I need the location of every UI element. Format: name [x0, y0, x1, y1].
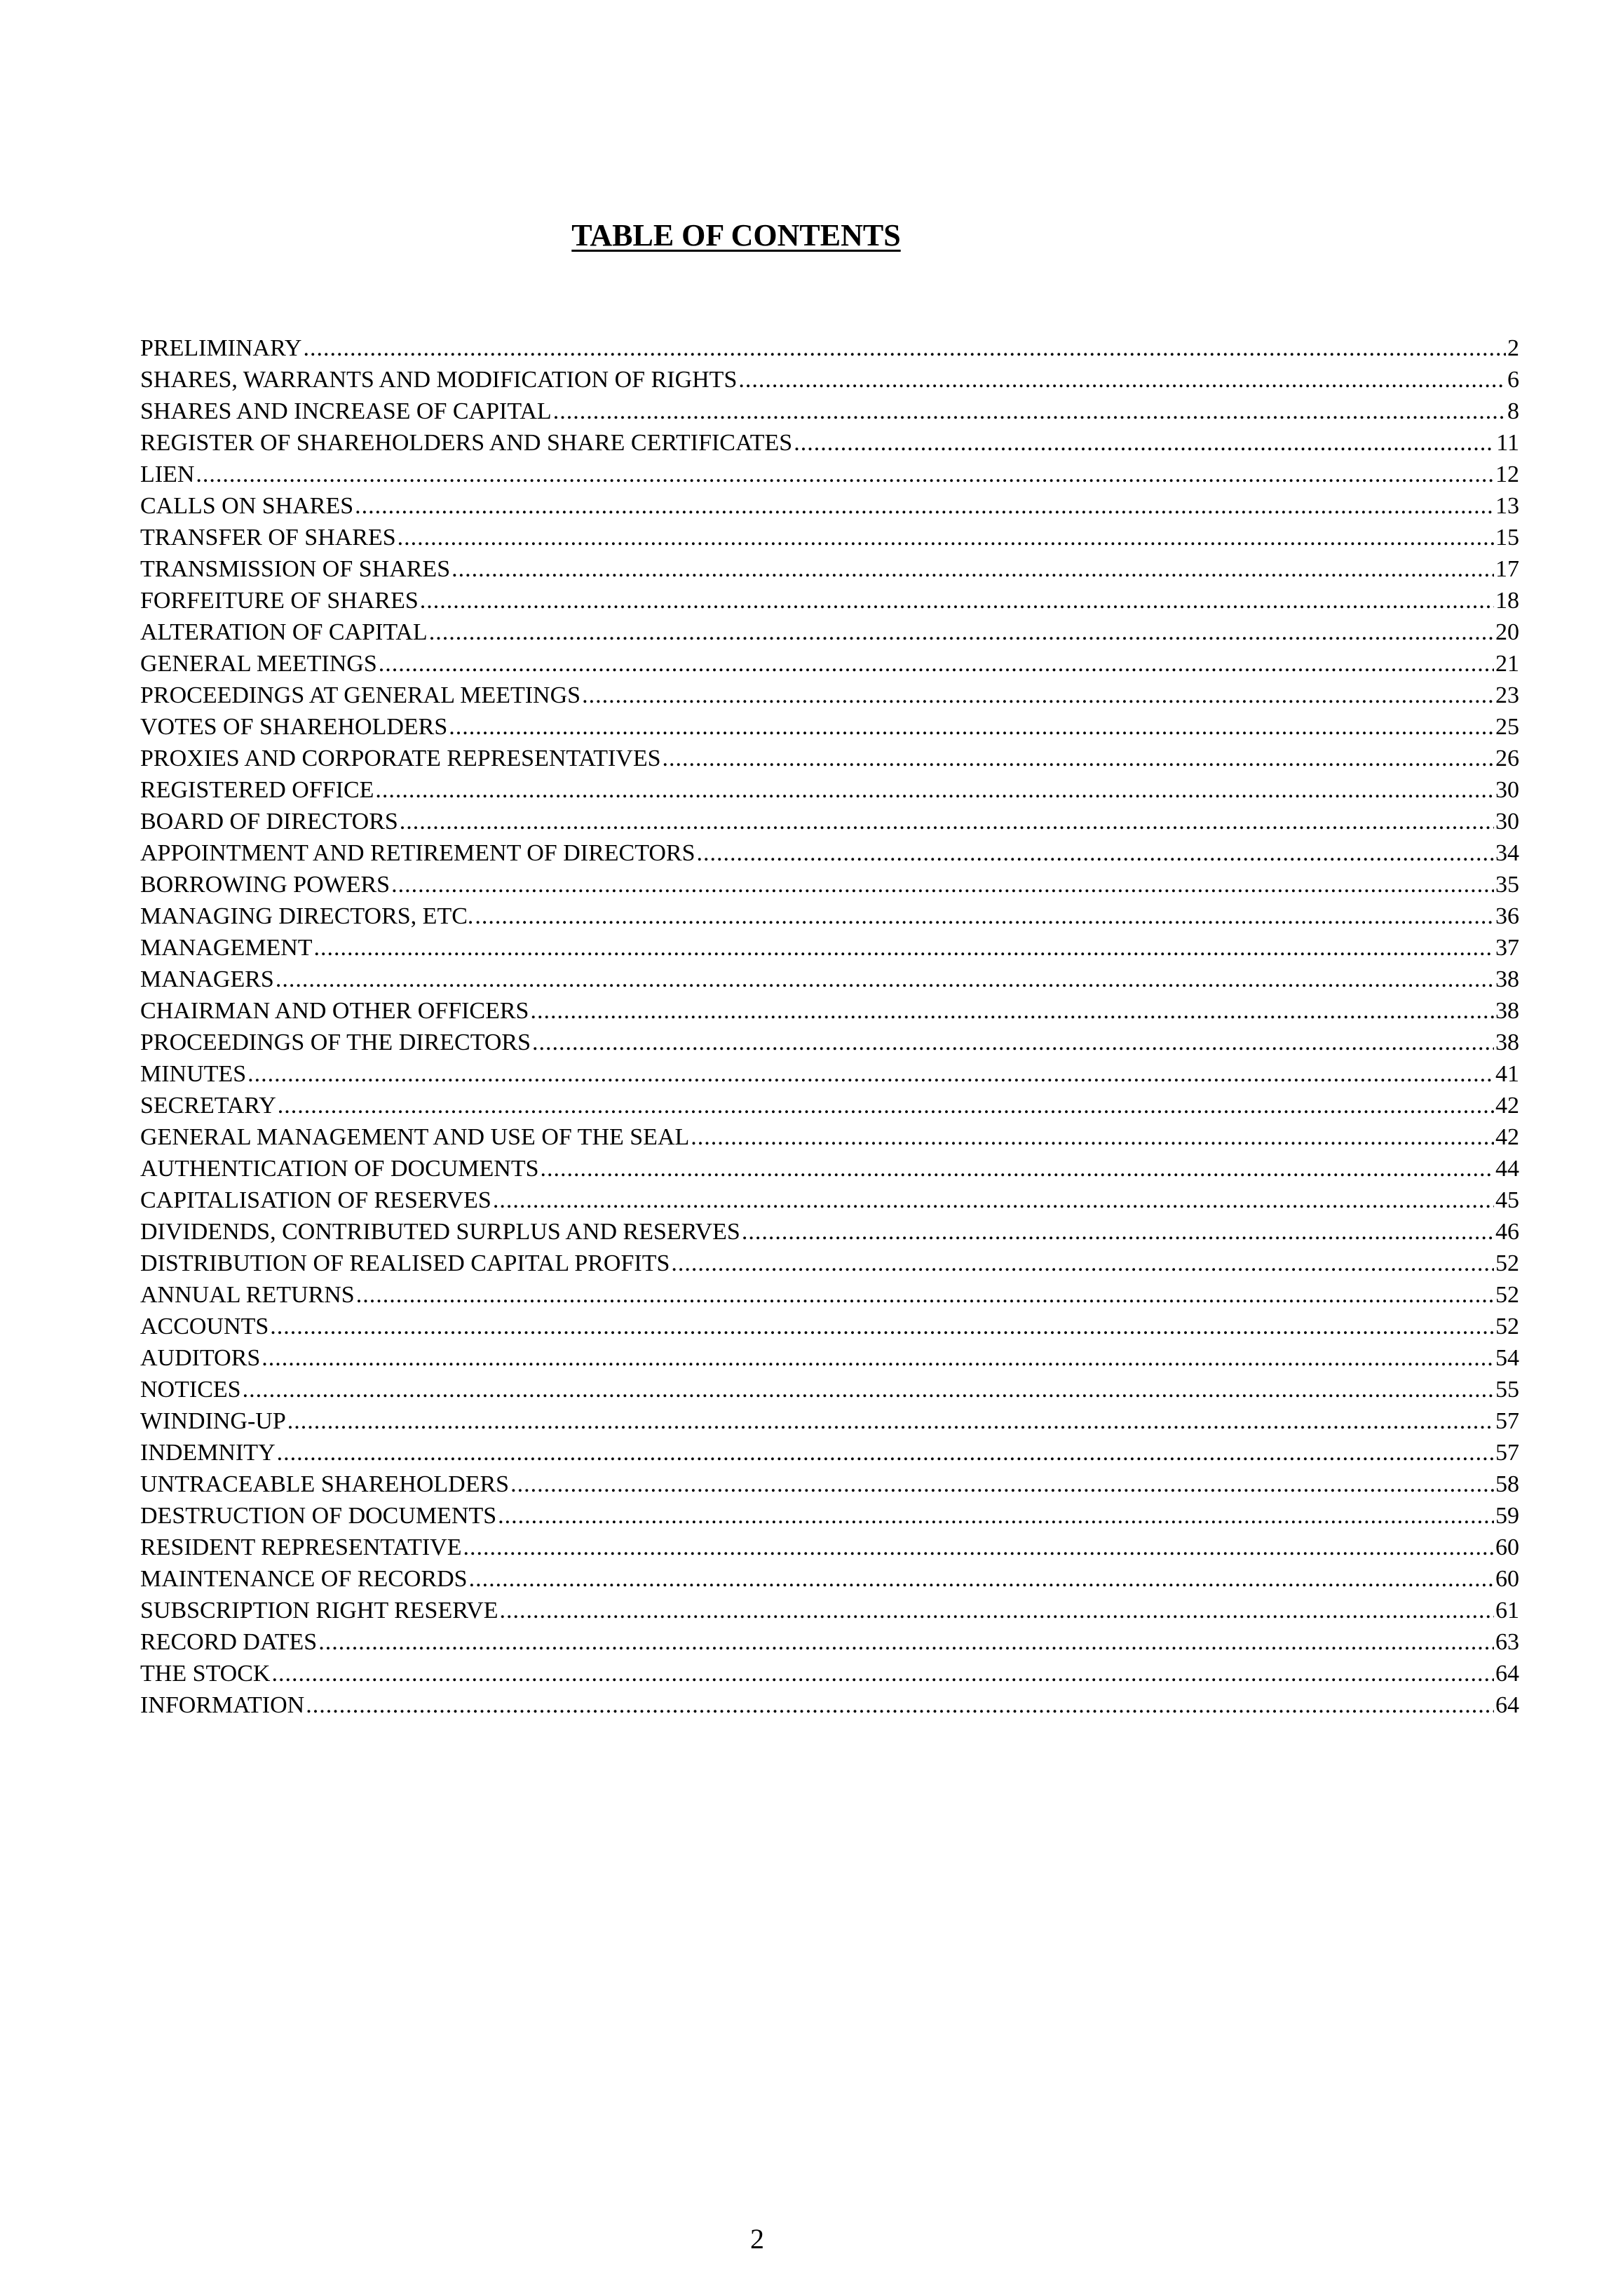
- toc-entry[interactable]: [140, 900, 1519, 932]
- toc-entry-label: APPOINTMENT AND RETIREMENT OF DIRECTORS: [140, 840, 695, 866]
- toc-entry-page: 37: [1495, 935, 1519, 961]
- toc-entry-label: SHARES AND INCREASE OF CAPITAL: [140, 398, 552, 424]
- toc-entry[interactable]: [140, 964, 1519, 995]
- toc-dot-leader: [398, 522, 1494, 553]
- toc-entry[interactable]: [140, 1153, 1519, 1184]
- toc-entry-page: 52: [1495, 1250, 1519, 1276]
- toc-entry[interactable]: [140, 396, 1519, 427]
- toc-entry[interactable]: [140, 680, 1519, 711]
- toc-entry-page: 63: [1495, 1629, 1519, 1655]
- toc-entry-page: 52: [1495, 1282, 1519, 1308]
- table-of-contents: [140, 332, 1519, 1721]
- toc-entry[interactable]: [140, 1437, 1519, 1468]
- toc-entry-label: PROXIES AND CORPORATE REPRESENTATIVES: [140, 745, 661, 771]
- page-title: TABLE OF CONTENTS: [571, 218, 901, 252]
- toc-entry[interactable]: [140, 711, 1519, 743]
- toc-entry[interactable]: [140, 364, 1519, 396]
- toc-entry[interactable]: [140, 1058, 1519, 1090]
- toc-entry-label: GENERAL MANAGEMENT AND USE OF THE SEAL: [140, 1124, 690, 1150]
- toc-entry-page: 55: [1495, 1377, 1519, 1403]
- toc-entry[interactable]: [140, 1626, 1519, 1658]
- toc-entry-label: LIEN: [140, 461, 195, 487]
- toc-dot-leader: [356, 1279, 1494, 1311]
- toc-entry[interactable]: [140, 1311, 1519, 1342]
- toc-entry-label: MINUTES: [140, 1061, 247, 1087]
- toc-entry-page: 42: [1495, 1093, 1519, 1119]
- toc-entry-page: 57: [1495, 1440, 1519, 1466]
- toc-dot-leader: [243, 1374, 1494, 1405]
- toc-entry-page: 34: [1495, 840, 1519, 866]
- toc-dot-leader: [451, 553, 1494, 585]
- toc-entry[interactable]: [140, 1563, 1519, 1595]
- toc-entry-page: 64: [1495, 1661, 1519, 1687]
- toc-entry-page: 36: [1495, 903, 1519, 929]
- toc-entry-label: INDEMNITY: [140, 1440, 276, 1466]
- toc-dot-leader: [475, 900, 1494, 932]
- toc-entry-page: 54: [1495, 1345, 1519, 1371]
- toc-dot-leader: [582, 680, 1494, 711]
- toc-entry-label: GENERAL MEETINGS: [140, 651, 377, 677]
- toc-entry[interactable]: [140, 1595, 1519, 1626]
- toc-dot-leader: [469, 1563, 1494, 1595]
- toc-entry[interactable]: [140, 869, 1519, 900]
- toc-entry[interactable]: [140, 427, 1519, 459]
- toc-entry-page: 13: [1495, 493, 1519, 519]
- toc-dot-leader: [429, 616, 1494, 648]
- toc-entry[interactable]: [140, 743, 1519, 774]
- toc-dot-leader: [196, 459, 1494, 490]
- toc-entry[interactable]: [140, 1500, 1519, 1532]
- toc-entry-label: RESIDENT REPRESENTATIVE: [140, 1534, 462, 1560]
- toc-dot-leader: [314, 932, 1494, 964]
- toc-entry-page: 61: [1495, 1598, 1519, 1623]
- toc-entry[interactable]: [140, 1689, 1519, 1721]
- toc-entry-page: 23: [1495, 682, 1519, 708]
- toc-entry-label: TRANSFER OF SHARES: [140, 525, 396, 551]
- toc-entry-label: SUBSCRIPTION RIGHT RESERVE: [140, 1598, 498, 1623]
- toc-entry[interactable]: [140, 648, 1519, 680]
- toc-entry-page: 15: [1495, 525, 1519, 551]
- toc-dot-leader: [697, 837, 1494, 869]
- toc-entry-page: 57: [1495, 1408, 1519, 1434]
- toc-entry-page: 52: [1495, 1314, 1519, 1339]
- toc-entry[interactable]: [140, 1248, 1519, 1279]
- toc-entry-page: 25: [1495, 714, 1519, 740]
- toc-entry-label: PROCEEDINGS AT GENERAL MEETINGS: [140, 682, 581, 708]
- toc-entry-page: 44: [1495, 1156, 1519, 1182]
- toc-entry-page: 6: [1507, 367, 1519, 393]
- toc-dot-leader: [355, 490, 1494, 522]
- toc-dot-leader: [375, 774, 1494, 806]
- toc-dot-leader: [303, 332, 1506, 364]
- toc-entry-label: NOTICES: [140, 1377, 241, 1403]
- toc-entry-page: 60: [1495, 1534, 1519, 1560]
- toc-entry-page: 45: [1495, 1187, 1519, 1213]
- toc-entry-page: 59: [1495, 1503, 1519, 1529]
- toc-entry-label: INFORMATION: [140, 1692, 305, 1718]
- toc-entry-label: MANAGERS: [140, 966, 274, 992]
- toc-entry[interactable]: [140, 1532, 1519, 1563]
- toc-entry-page: 12: [1495, 461, 1519, 487]
- toc-entry-page: 18: [1495, 588, 1519, 614]
- toc-entry[interactable]: [140, 1184, 1519, 1216]
- toc-entry-page: 8: [1507, 398, 1519, 424]
- toc-dot-leader: [420, 585, 1494, 616]
- toc-entry[interactable]: [140, 1279, 1519, 1311]
- toc-entry-label: BOARD OF DIRECTORS: [140, 809, 398, 835]
- toc-entry-page: 30: [1495, 809, 1519, 835]
- toc-entry-page: 26: [1495, 745, 1519, 771]
- toc-dot-leader: [318, 1626, 1494, 1658]
- toc-entry-label: RECORD DATES: [140, 1629, 318, 1655]
- toc-entry-label: FORFEITURE OF SHARES: [140, 588, 419, 614]
- toc-entry[interactable]: [140, 1658, 1519, 1689]
- toc-entry-page: 38: [1495, 998, 1519, 1024]
- toc-entry[interactable]: [140, 1090, 1519, 1121]
- toc-dot-leader: [663, 743, 1494, 774]
- toc-dot-leader: [500, 1595, 1495, 1626]
- toc-dot-leader: [532, 1027, 1494, 1058]
- toc-entry[interactable]: [140, 932, 1519, 964]
- toc-entry-page: 2: [1507, 335, 1519, 361]
- toc-entry[interactable]: [140, 553, 1519, 585]
- toc-entry-page: 38: [1495, 1029, 1519, 1055]
- toc-dot-leader: [287, 1405, 1494, 1437]
- page-number: 2: [750, 2223, 764, 2255]
- toc-entry-label: REGISTERED OFFICE: [140, 777, 374, 803]
- toc-dot-leader: [391, 869, 1494, 900]
- toc-entry-page: 11: [1496, 430, 1519, 456]
- toc-entry-label: MANAGING DIRECTORS, ETC.: [140, 903, 474, 929]
- toc-entry[interactable]: [140, 806, 1519, 837]
- toc-dot-leader: [277, 1437, 1494, 1468]
- toc-entry-label: MANAGEMENT: [140, 935, 313, 961]
- toc-entry[interactable]: [140, 837, 1519, 869]
- toc-entry-label: PRELIMINARY: [140, 335, 302, 361]
- toc-dot-leader: [671, 1248, 1494, 1279]
- toc-entry-label: WINDING-UP: [140, 1408, 286, 1434]
- toc-entry-page: 41: [1495, 1061, 1519, 1087]
- toc-entry-label: ALTERATION OF CAPITAL: [140, 619, 428, 645]
- toc-dot-leader: [738, 364, 1506, 396]
- toc-entry[interactable]: [140, 1405, 1519, 1437]
- toc-entry-page: 38: [1495, 966, 1519, 992]
- toc-dot-leader: [306, 1689, 1494, 1721]
- toc-entry-label: REGISTER OF SHAREHOLDERS AND SHARE CERTIFICATES: [140, 430, 793, 456]
- toc-entry-page: 64: [1495, 1692, 1519, 1718]
- toc-entry-label: SHARES, WARRANTS AND MODIFICATION OF RIGHTS: [140, 367, 738, 393]
- toc-entry[interactable]: [140, 1374, 1519, 1405]
- toc-entry-page: 35: [1495, 872, 1519, 898]
- toc-dot-leader: [742, 1216, 1494, 1248]
- toc-entry[interactable]: [140, 522, 1519, 553]
- toc-dot-leader: [493, 1184, 1494, 1216]
- toc-entry-label: SECRETARY: [140, 1093, 276, 1119]
- toc-entry-label: ACCOUNTS: [140, 1314, 269, 1339]
- toc-dot-leader: [463, 1532, 1495, 1563]
- toc-entry-page: 46: [1495, 1219, 1519, 1245]
- toc-entry[interactable]: [140, 459, 1519, 490]
- toc-entry-label: DIVIDENDS, CONTRIBUTED SURPLUS AND RESERVES: [140, 1219, 740, 1245]
- toc-dot-leader: [278, 1090, 1494, 1121]
- toc-dot-leader: [498, 1500, 1494, 1532]
- toc-entry[interactable]: [140, 1342, 1519, 1374]
- toc-entry-label: ANNUAL RETURNS: [140, 1282, 355, 1308]
- toc-dot-leader: [510, 1468, 1494, 1500]
- toc-entry-label: VOTES OF SHAREHOLDERS: [140, 714, 448, 740]
- toc-entry-label: PROCEEDINGS OF THE DIRECTORS: [140, 1029, 531, 1055]
- toc-entry[interactable]: [140, 490, 1519, 522]
- toc-entry-page: 20: [1495, 619, 1519, 645]
- toc-entry-page: 30: [1495, 777, 1519, 803]
- toc-dot-leader: [541, 1153, 1494, 1184]
- toc-entry-page: 17: [1495, 556, 1519, 582]
- toc-entry-label: MAINTENANCE OF RECORDS: [140, 1566, 468, 1592]
- toc-dot-leader: [270, 1311, 1494, 1342]
- toc-entry[interactable]: [140, 1216, 1519, 1248]
- toc-dot-leader: [379, 648, 1494, 680]
- toc-entry-label: BORROWING POWERS: [140, 872, 391, 898]
- toc-entry-label: TRANSMISSION OF SHARES: [140, 556, 451, 582]
- toc-entry-label: CAPITALISATION OF RESERVES: [140, 1187, 491, 1213]
- toc-entry-page: 21: [1495, 651, 1519, 677]
- toc-entry[interactable]: [140, 1027, 1519, 1058]
- toc-entry-label: THE STOCK: [140, 1661, 271, 1687]
- toc-dot-leader: [262, 1342, 1494, 1374]
- toc-entry-page: 42: [1495, 1124, 1519, 1150]
- toc-entry-page: 58: [1495, 1471, 1519, 1497]
- toc-dot-leader: [271, 1658, 1494, 1689]
- toc-dot-leader: [794, 427, 1495, 459]
- toc-dot-leader: [449, 711, 1494, 743]
- toc-entry-label: CALLS ON SHARES: [140, 493, 354, 519]
- toc-entry[interactable]: [140, 1468, 1519, 1500]
- toc-entry[interactable]: [140, 616, 1519, 648]
- toc-entry[interactable]: [140, 332, 1519, 364]
- toc-dot-leader: [553, 396, 1506, 427]
- toc-entry-label: AUTHENTICATION OF DOCUMENTS: [140, 1156, 539, 1182]
- toc-entry[interactable]: [140, 585, 1519, 616]
- toc-entry[interactable]: [140, 995, 1519, 1027]
- toc-entry[interactable]: [140, 774, 1519, 806]
- toc-entry-label: DESTRUCTION OF DOCUMENTS: [140, 1503, 497, 1529]
- toc-entry-label: DISTRIBUTION OF REALISED CAPITAL PROFITS: [140, 1250, 670, 1276]
- toc-dot-leader: [400, 806, 1494, 837]
- toc-entry-label: UNTRACEABLE SHAREHOLDERS: [140, 1471, 510, 1497]
- toc-entry-label: AUDITORS: [140, 1345, 261, 1371]
- toc-entry[interactable]: [140, 1121, 1519, 1153]
- toc-dot-leader: [691, 1121, 1494, 1153]
- toc-dot-leader: [276, 964, 1494, 995]
- toc-entry-label: CHAIRMAN AND OTHER OFFICERS: [140, 998, 529, 1024]
- toc-entry-page: 60: [1495, 1566, 1519, 1592]
- toc-dot-leader: [247, 1058, 1494, 1090]
- toc-dot-leader: [530, 995, 1494, 1027]
